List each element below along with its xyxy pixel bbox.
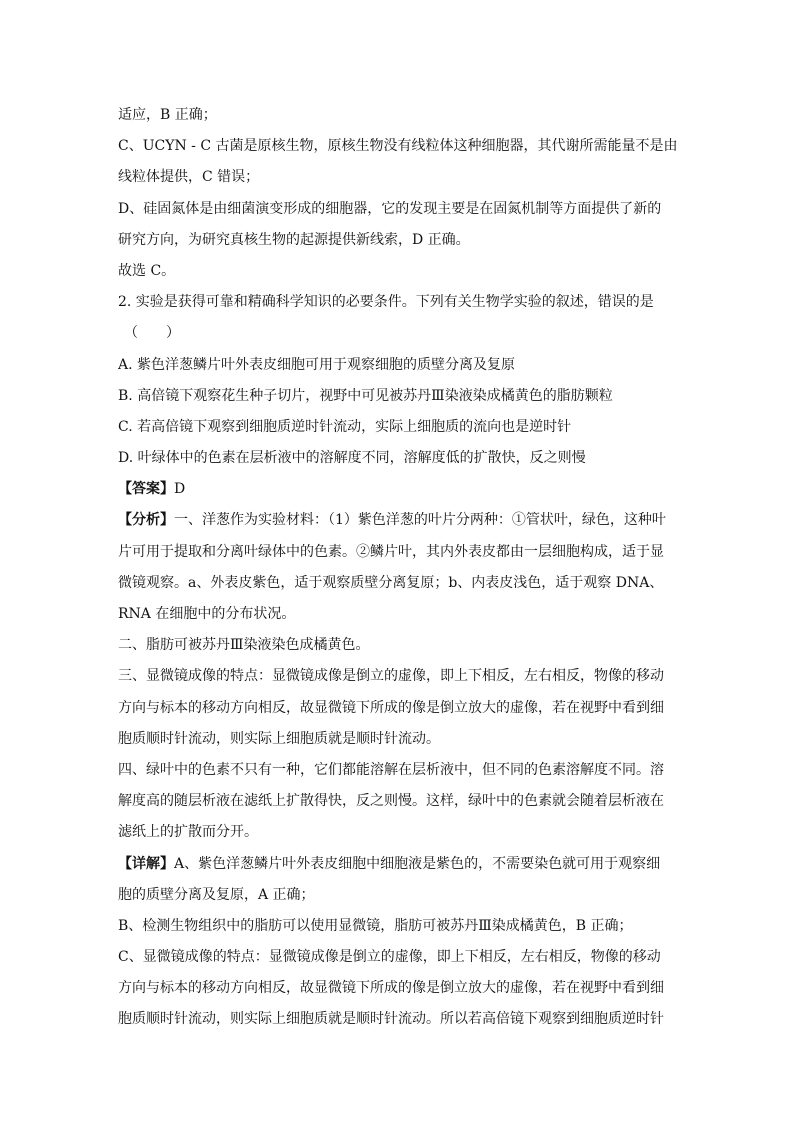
text-line: 研究方向，为研究真核生物的起源提供新线索，D 正确。 [118,231,470,248]
document-page [118,100,678,1036]
answer-line [118,474,678,505]
detail-line: B、检测生物组织中的脂肪可以使用显微镜，脂肪可被苏丹Ⅲ染成橘黄色，B 正确； [118,917,633,934]
analysis-line: 解度高的随层析液在滤纸上扩散得快，反之则慢。这样，绿叶中的色素就会随着层析液在 [118,793,664,810]
analysis-line: 片可用于提取和分离叶绿体中的色素。②鳞片叶，其内外表皮都由一层细胞构成，适于显 [118,543,664,560]
detail-line: 胞质顺时针流动，则实际上细胞质就是顺时针流动。所以若高倍镜下观察到细胞质逆时针 [118,1011,664,1028]
option-c: C. 若高倍镜下观察到细胞质逆时针流动，实际上细胞质的流向也是逆时针 [118,418,572,435]
detail-line: 胞的质壁分离及复原，A 正确； [118,886,315,903]
analysis-line: 三、显微镜成像的特点：显微镜成像是倒立的虚像，即上下相反，左右相反，物像的移动 [118,668,664,685]
analysis-text: 一、洋葱作为实验材料：（1）紫色洋葱的叶片分两种：①管状叶，绿色，这种叶 [174,512,666,529]
analysis-line: RNA 在细胞中的分布状况。 [118,606,296,622]
detail-line [118,849,678,880]
answer-value: D [174,481,186,498]
option-a: A. 紫色洋葱鳞片叶外表皮细胞可用于观察细胞的质壁分离及复原 [118,356,516,373]
option-d: D. 叶绿体中的色素在层析液中的溶解度不同，溶解度低的扩散快，反之则慢 [118,450,586,467]
option-b: B. 高倍镜下观察花生种子切片，视野中可见被苏丹Ⅲ染液染成橘黄色的脂肪颗粒 [118,387,613,404]
analysis-line: 胞质顺时针流动，则实际上细胞质就是顺时针流动。 [118,730,440,747]
analysis-tag: 【分析】 [118,512,174,529]
analysis-line: 方向与标本的移动方向相反，故显微镜下所成的像是倒立放大的虚像，若在视野中看到细 [118,699,664,716]
text-line: C、UCYN - C 古菌是原核生物，原核生物没有线粒体这种细胞器，其代谢所需能量不是由 [118,138,678,155]
detail-text: A、紫色洋葱鳞片叶外表皮细胞中细胞液是紫色的，不需要染色就可用于观察细 [174,855,661,872]
answer-blank: （ ） [124,325,180,342]
text-line: 线粒体提供，C 错误； [118,169,260,186]
text-line: 故选 C。 [118,262,176,279]
detail-line: 方向与标本的移动方向相反，故显微镜下所成的像是倒立放大的虚像，若在视野中看到细 [118,980,664,997]
question-stem: 2. 实验是获得可靠和精确科学知识的必要条件。下列有关生物学实验的叙述，错误的是 [118,294,654,311]
analysis-line: 二、脂肪可被苏丹Ⅲ染液染色成橘黄色。 [118,637,370,654]
answer-tag: 【答案】 [118,481,174,498]
analysis-line: 四、绿叶中的色素不只有一种，它们都能溶解在层析液中，但不同的色素溶解度不同。溶 [118,761,664,778]
analysis-line: 滤纸上的扩散而分开。 [118,824,258,841]
detail-tag: 【详解】 [118,855,174,872]
text-line: D、硅固氮体是由细菌演变形成的细胞器，它的发现主要是在固氮机制等方面提供了新的 [118,200,662,217]
analysis-line [118,505,678,536]
text-line: 适应，B 正确； [118,107,217,123]
analysis-line: 微镜观察。a、外表皮紫色，适于观察质壁分离复原；b、内表皮浅色，适于观察 DNA、 [118,574,664,591]
detail-line: C、显微镜成像的特点：显微镜成像是倒立的虚像，即上下相反，左右相反，物像的移动 [118,949,661,966]
